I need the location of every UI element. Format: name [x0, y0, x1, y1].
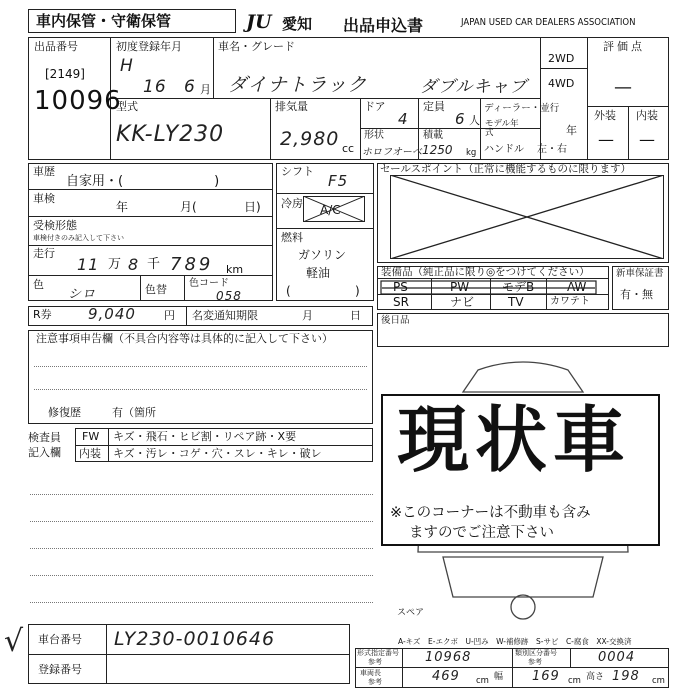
- model-value: KK-LY230: [116, 122, 225, 147]
- ju-logo: JU: [246, 11, 272, 33]
- damage-legend: A-キズ E-エクボ U-凹み W-補修跡 S-サビ C-腐食 XX-交換済: [398, 637, 632, 646]
- stamp-note-1: ※このコーナーは不動車も含み: [390, 505, 591, 521]
- name-change-month: 月: [302, 309, 313, 322]
- equip-pw: PW: [450, 280, 470, 294]
- form-title: 出品申込書: [343, 16, 424, 35]
- notes-label: 注意事項申告欄（不具合内容等は具体的に記入して下さい）: [36, 332, 333, 345]
- inspector-in-label: 内装: [79, 447, 101, 460]
- car-name-label: 車名・グレード: [218, 40, 295, 53]
- body-type-value: ホロフオーベ: [362, 147, 422, 158]
- registration-era: H: [120, 56, 134, 76]
- height-value: 198: [612, 669, 640, 684]
- interior-label: 内装: [636, 109, 658, 122]
- repair-label: 修復歴: [48, 406, 81, 419]
- height-label: 高さ: [586, 672, 605, 682]
- aircon-value: A/C: [320, 203, 341, 217]
- load-label: 積載: [423, 130, 443, 141]
- length-value: 469: [432, 669, 460, 684]
- type-no-value: 10968: [425, 650, 472, 665]
- mileage-rest: 789: [170, 254, 214, 275]
- dealer-label: ディーラー・並行: [484, 103, 560, 114]
- lot-label: 出品番号: [34, 40, 78, 53]
- fuel-value: ガソリン: [298, 248, 347, 262]
- equip-navi: ナビ: [450, 295, 475, 309]
- width-value: 169: [532, 669, 560, 684]
- car-name-value: ダイナトラック: [228, 74, 368, 96]
- equip-stereo: カワテト: [550, 296, 590, 307]
- warranty-value: 有・無: [620, 288, 653, 301]
- spare-label: スペア: [397, 608, 425, 618]
- class-ref: 参考: [528, 658, 542, 666]
- aircon-label: 冷房: [281, 197, 303, 210]
- inspector-label-2: 記入欄: [28, 446, 61, 459]
- height-unit: cm: [652, 676, 665, 686]
- model-year-unit: 年: [566, 124, 577, 137]
- color-code-value: 058: [216, 289, 242, 303]
- displacement-value: 2,980: [280, 128, 340, 150]
- color-value: シロ: [68, 287, 97, 302]
- model-year-label: モデル年式: [485, 119, 519, 138]
- inspector-label-1: 検査員: [28, 431, 61, 444]
- interior-value: —: [639, 130, 655, 149]
- sales-point-crossout: [390, 175, 664, 259]
- length-ref: 参考: [368, 678, 382, 686]
- history-label: 車歴: [33, 165, 55, 178]
- displacement-label: 排気量: [275, 100, 308, 113]
- mileage-man-unit: 万: [108, 257, 122, 272]
- shift-value: F5: [328, 172, 349, 190]
- lot-bracket-no: [2149]: [45, 67, 85, 81]
- drive-2wd: 2WD: [548, 52, 575, 65]
- color-code-label: 色コード: [189, 278, 229, 289]
- rating-label: 評価点: [603, 40, 645, 53]
- stamp-note-2: ますのでご注意下さい: [409, 525, 554, 541]
- mileage-man: 11: [77, 255, 100, 274]
- doors-label: ドア: [364, 100, 386, 113]
- load-value: 1250: [422, 143, 453, 157]
- association-name: JAPAN USED CAR DEALERS ASSOCIATION: [461, 17, 636, 28]
- doors-value: 4: [398, 110, 409, 128]
- name-change-day: 日: [350, 309, 361, 322]
- sales-point-label: セールスポイント（正常に機能するものに限ります）: [380, 163, 632, 175]
- mileage-sen: 8: [128, 255, 140, 274]
- inspector-fw-text: キズ・飛石・ヒビ割・リペア跡・X要: [113, 430, 297, 443]
- registration-label: 初度登録年月: [116, 40, 182, 53]
- inspector-in-text: キズ・汚レ・コゲ・穴・スレ・キレ・破レ: [113, 447, 322, 460]
- shift-label: シフト: [281, 165, 314, 178]
- inspector-fw-label: FW: [82, 430, 100, 443]
- rating-value: —: [614, 77, 632, 98]
- drive-4wd: 4WD: [548, 77, 575, 90]
- org-name: 愛知: [282, 15, 313, 33]
- capacity-label: 定員: [423, 100, 445, 113]
- mileage-label: 走行: [33, 247, 55, 260]
- handle-value: 左・右: [537, 144, 567, 155]
- tax-label: R券: [33, 308, 52, 321]
- reg-no-label: 登録番号: [38, 663, 82, 676]
- displacement-unit: cc: [342, 142, 355, 155]
- exterior-value: —: [598, 130, 614, 149]
- receipt-label: 受検形態: [33, 219, 77, 232]
- equip-sr: SR: [393, 295, 409, 309]
- lot-number: 10096: [34, 86, 122, 116]
- aftermarket-label: 後日品: [381, 315, 410, 326]
- registration-month-unit: 月: [200, 83, 211, 96]
- chassis-label: 車台番号: [38, 633, 82, 646]
- receipt-note: 車検付きのみ記入して下さい: [33, 234, 124, 242]
- history-value: 自家用・( ): [66, 174, 220, 189]
- registration-year: 16: [143, 77, 167, 97]
- color-replace-label: 色替: [145, 283, 167, 296]
- registration-month: 6: [184, 77, 196, 97]
- equip-ps: PS: [393, 280, 408, 294]
- mileage-sen-unit: 千: [147, 257, 161, 272]
- class-label: 類別区分番号: [515, 649, 557, 657]
- car-grade-value: ダブルキャブ: [420, 77, 528, 97]
- equipment-label: 装備品（純正品に限り◎をつけてください）: [381, 266, 590, 278]
- length-label: 車両長: [360, 669, 381, 677]
- inspection-year: 年: [116, 200, 129, 214]
- fuel-alt: 軽油: [306, 266, 331, 280]
- mileage-unit: km: [226, 263, 244, 276]
- capacity-unit: 人: [469, 114, 480, 127]
- type-no-label: 形式指定番号: [357, 649, 399, 657]
- inspection-day: 日): [244, 200, 261, 214]
- class-value: 0004: [598, 650, 636, 665]
- model-label: 型式: [116, 100, 138, 113]
- equip-aw: AW: [567, 280, 587, 294]
- inspection-label: 車検: [33, 192, 55, 205]
- storage-label: 車内保管・守衛保管: [36, 12, 172, 30]
- check-mark: √: [4, 624, 25, 659]
- body-type-label: 形状: [364, 130, 384, 141]
- length-unit: cm: [476, 676, 489, 686]
- aftermarket-block: [377, 313, 669, 347]
- fuel-label: 燃料: [281, 231, 303, 244]
- color-label: 色: [33, 278, 44, 291]
- equipment-strike: [380, 280, 598, 296]
- repair-value: 有（箇所: [112, 406, 156, 419]
- fuel-paren-close: ): [355, 284, 360, 298]
- capacity-value: 6: [455, 110, 466, 128]
- aircon-crossout: [303, 196, 365, 222]
- chassis-value: LY230-0010646: [114, 628, 276, 650]
- equip-tv: TV: [508, 295, 524, 309]
- handle-label: ハンドル: [484, 144, 524, 155]
- type-no-ref: 参考: [368, 658, 382, 666]
- tax-value: 9,040: [88, 305, 136, 323]
- load-unit: kg: [466, 148, 477, 158]
- warranty-label: 新車保証書: [616, 268, 664, 279]
- stamp-title: 現状車: [397, 398, 632, 482]
- inspection-month: 月(: [180, 200, 197, 214]
- width-unit: cm: [568, 676, 581, 686]
- name-change-label: 名変通知期限: [192, 309, 258, 322]
- tax-unit: 円: [164, 309, 175, 322]
- exterior-label: 外装: [594, 109, 616, 122]
- width-label: 幅: [494, 672, 504, 682]
- equip-mode: モデB: [502, 280, 535, 294]
- fuel-paren-open: (: [286, 284, 291, 298]
